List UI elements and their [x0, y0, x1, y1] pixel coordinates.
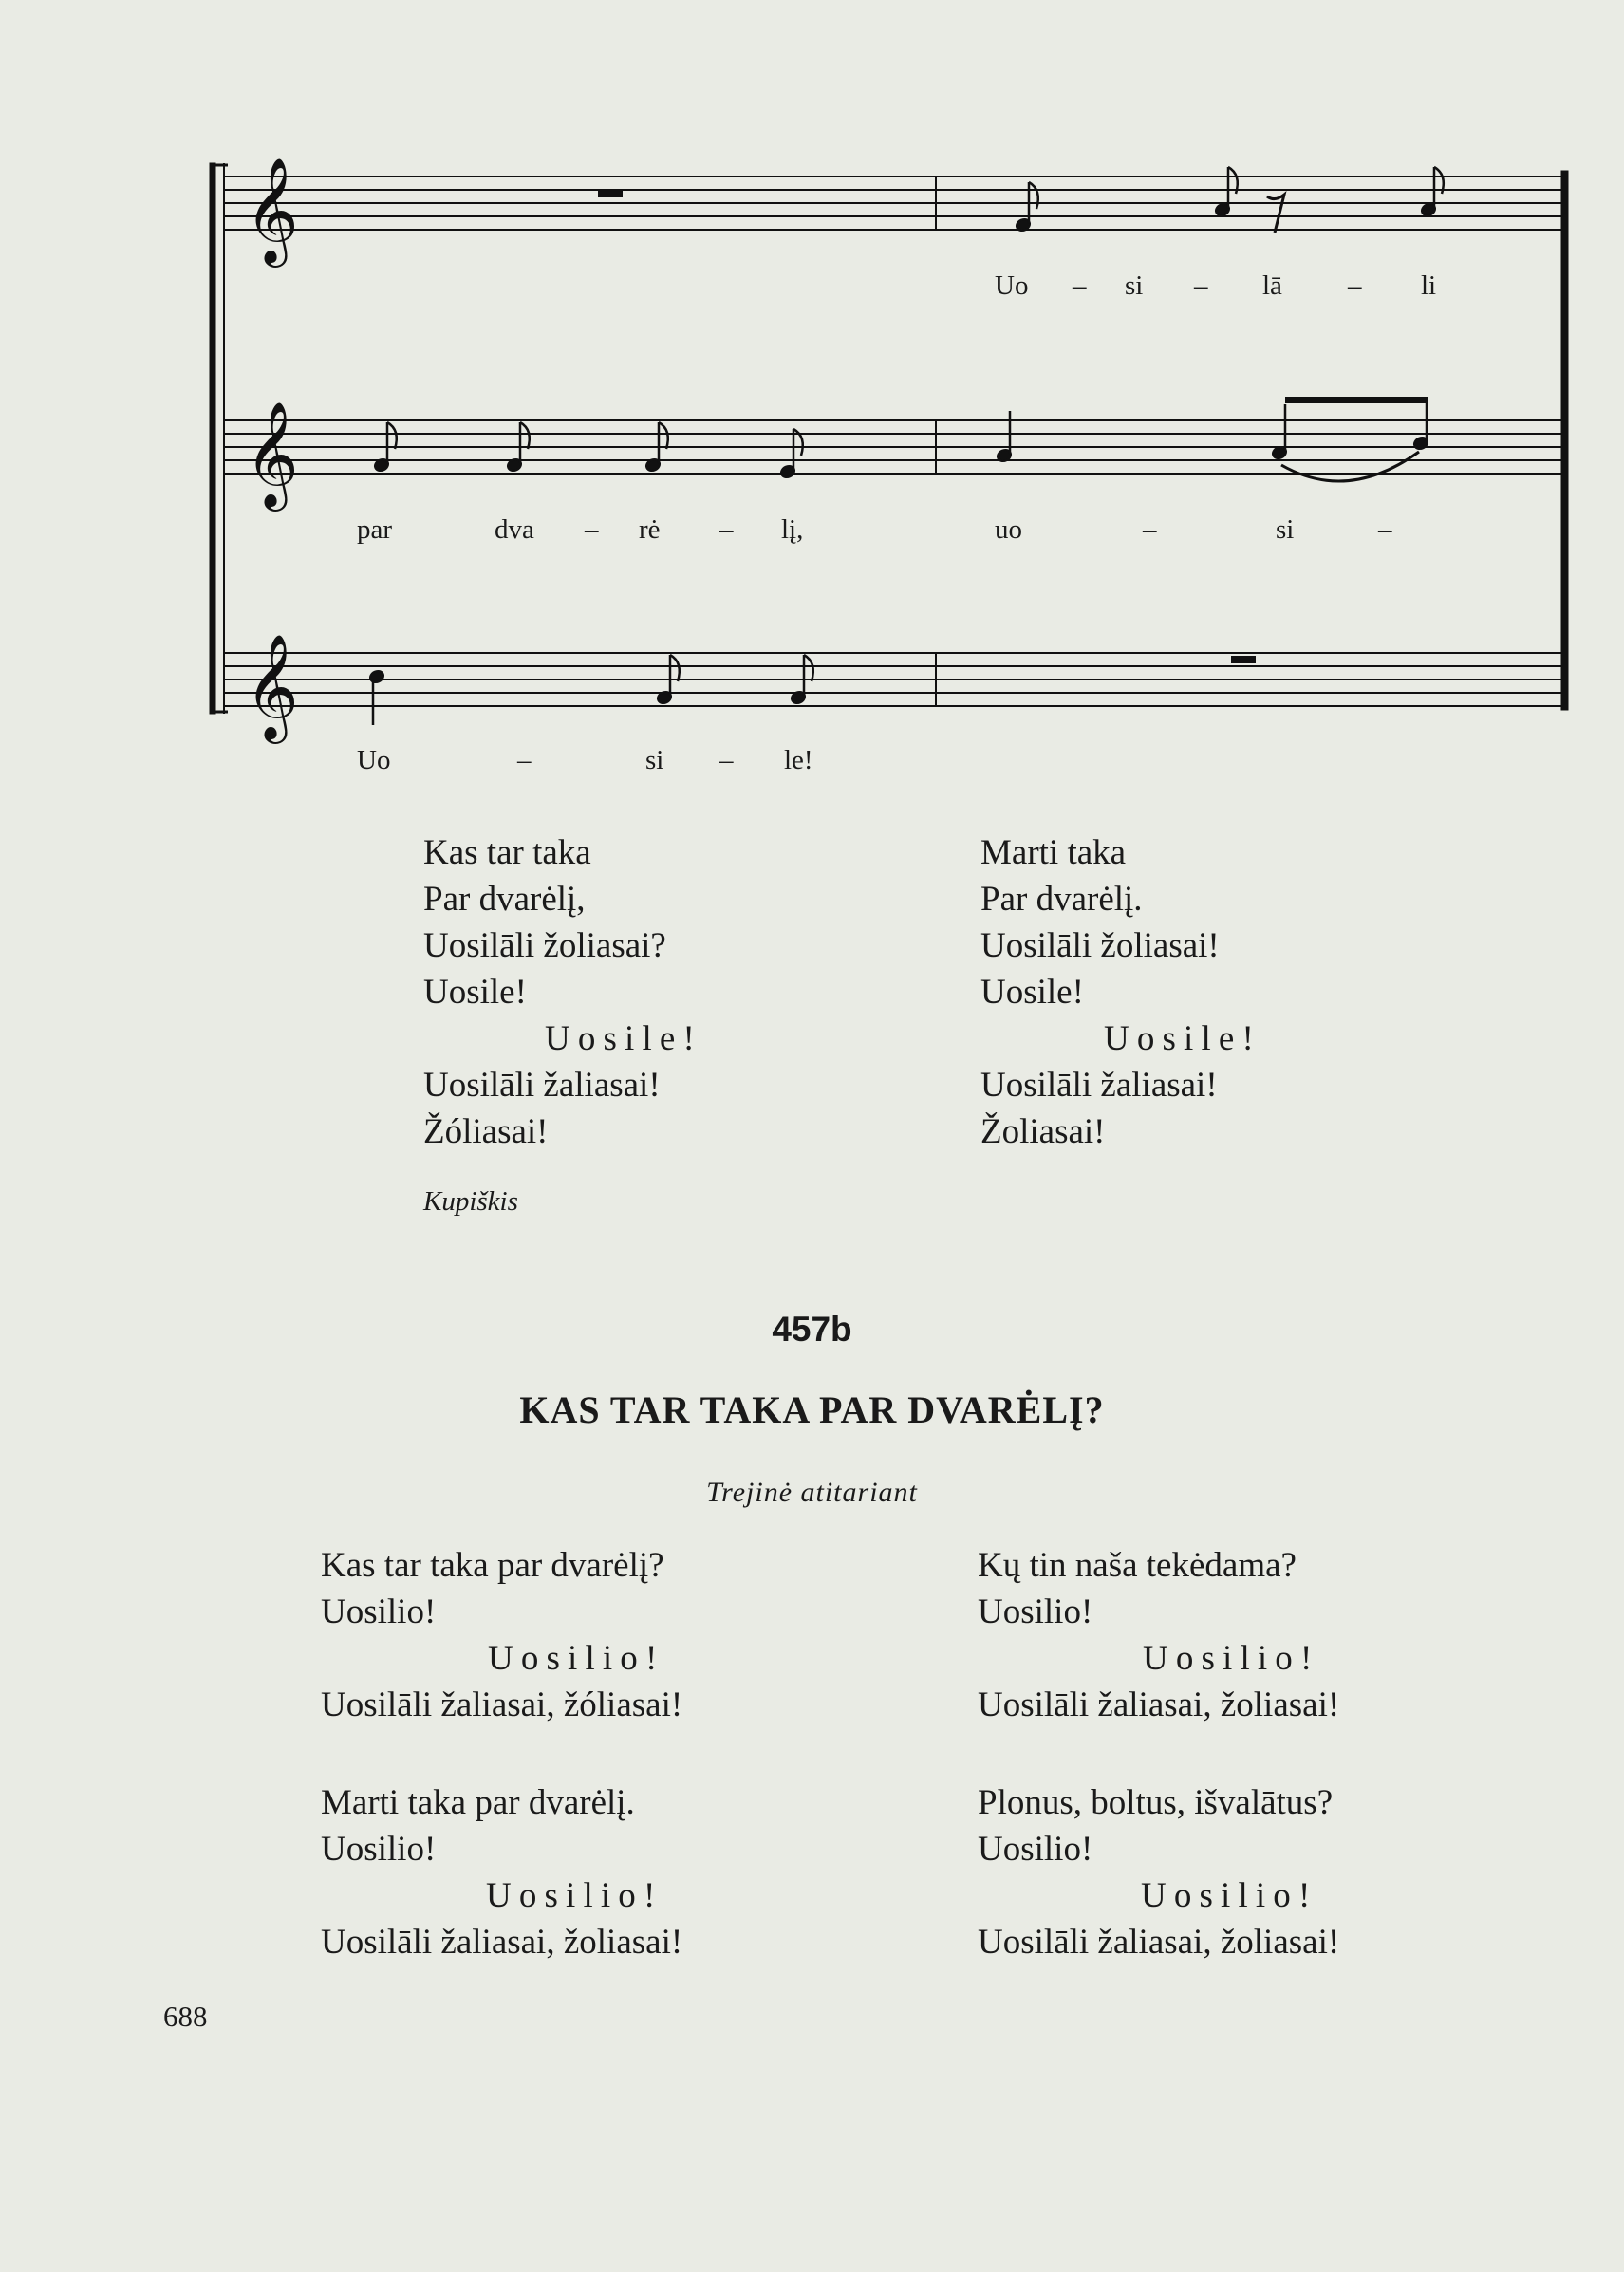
lyric-hyphen: –: [517, 745, 532, 775]
lyric-syllable: par: [357, 514, 393, 545]
song-subtitle: Trejinė atitariant: [706, 1477, 918, 1508]
whole-rest: [598, 190, 623, 197]
stanza-line: Uosilio!: [321, 1592, 437, 1631]
stanza-line: Uosilāli žaliasai, žóliasai!: [321, 1685, 683, 1724]
song-b-stanza-2: [978, 1542, 1339, 1728]
lyric-syllable: le!: [784, 745, 813, 775]
stanza-line: Uosilāli žaliasai, žoliasai!: [978, 1923, 1340, 1962]
treble-clef-icon: 𝄞: [245, 400, 299, 507]
song-b-stanza-3: [321, 1779, 682, 1965]
stanza-line: Uosile!: [423, 973, 527, 1012]
song-b-stanza-4: [978, 1779, 1339, 1965]
eighth-rest: [1267, 195, 1284, 233]
stanza-line: Žóliasai!: [423, 1112, 549, 1151]
lyric-hyphen: –: [719, 745, 734, 775]
stanza-line-refrain: Uosilio!: [1143, 1639, 1320, 1678]
system-bracket: [210, 163, 215, 714]
lyric-syllable: lā: [1262, 270, 1282, 301]
stanza-line: Uosilāli žoliasai!: [980, 926, 1220, 965]
stanza-line: Kas tar taka: [423, 833, 591, 872]
lyric-syllable: si: [1276, 514, 1295, 545]
stanza-line: Uosilio!: [978, 1830, 1093, 1869]
stanza-line: Marti taka par dvarėlį.: [321, 1783, 635, 1822]
final-barline: [1561, 171, 1568, 710]
stanza-line: Par dvarėlį.: [980, 880, 1143, 919]
place-name: Kupiškis: [423, 1186, 518, 1217]
song-a-right-stanza: [980, 829, 1261, 1155]
stanza-line: Uosilāli žaliasai, žoliasai!: [321, 1923, 683, 1962]
lyric-hyphen: –: [719, 514, 734, 545]
staff-3-lines: [224, 653, 1566, 706]
lyric-syllable: li: [1421, 270, 1437, 301]
lyric-hyphen: –: [1194, 270, 1208, 301]
song-number: 457b: [772, 1310, 852, 1349]
lyric-hyphen: –: [1143, 514, 1157, 545]
song-b-stanza-1: [321, 1542, 682, 1728]
lyric-syllable: si: [645, 745, 664, 775]
whole-rest: [1231, 656, 1256, 663]
lyric-syllable: rė: [639, 514, 661, 545]
lyric-syllable: uo: [995, 514, 1022, 545]
lyric-hyphen: –: [1073, 270, 1087, 301]
lyric-hyphen: –: [585, 514, 599, 545]
staff-2-notes: [373, 397, 1428, 479]
stanza-line: Uosilāli žaliasai, žoliasai!: [978, 1685, 1340, 1724]
stanza-line: Par dvarėlį,: [423, 880, 586, 919]
treble-clef-icon: 𝄞: [245, 633, 299, 739]
lyric-hyphen: –: [1348, 270, 1362, 301]
lyric-syllable: lį,: [781, 514, 804, 545]
lyric-syllable: si: [1125, 270, 1144, 301]
treble-clef-icon: 𝄞: [245, 157, 299, 263]
stanza-line: Kas tar taka par dvarėlį?: [321, 1546, 664, 1585]
lyric-hyphen: –: [1378, 514, 1392, 545]
stanza-line-refrain: Uosilio!: [1141, 1876, 1318, 1915]
music-score: [0, 0, 1624, 759]
stanza-line: Žoliasai!: [980, 1112, 1106, 1151]
stanza-line: Uosilāli žaliasai!: [980, 1066, 1218, 1105]
stanza-line: Uosilio!: [321, 1830, 437, 1869]
stanza-line-refrain: Uosilio!: [486, 1876, 663, 1915]
stanza-line-refrain: Uosile!: [545, 1019, 702, 1058]
staff-2-lines: [224, 420, 1566, 474]
stanza-line: Marti taka: [980, 833, 1127, 872]
stanza-line: Uosile!: [980, 973, 1084, 1012]
beam: [1285, 397, 1428, 403]
lyric-syllable: Uo: [995, 270, 1029, 301]
song-title: KAS TAR TAKA PAR DVARĖLĮ?: [519, 1388, 1105, 1431]
stanza-line-refrain: Uosile!: [1104, 1019, 1261, 1058]
page-number: 688: [163, 2000, 208, 2033]
stanza-line: Uosilio!: [978, 1592, 1093, 1631]
stanza-line: Plonus, boltus, išvalātus?: [978, 1783, 1334, 1822]
lyric-syllable: dva: [495, 514, 534, 545]
song-a-left-stanza: [423, 829, 702, 1155]
staff-1-lines: [224, 177, 1566, 230]
slur: [1281, 452, 1419, 481]
stanza-line: Uosilāli žoliasai?: [423, 926, 666, 965]
stanza-line: Uosilāli žaliasai!: [423, 1066, 661, 1105]
stanza-line: Kų tin naša tekėdama?: [978, 1546, 1297, 1585]
lyric-syllable: Uo: [357, 745, 391, 775]
stanza-line-refrain: Uosilio!: [488, 1639, 665, 1678]
